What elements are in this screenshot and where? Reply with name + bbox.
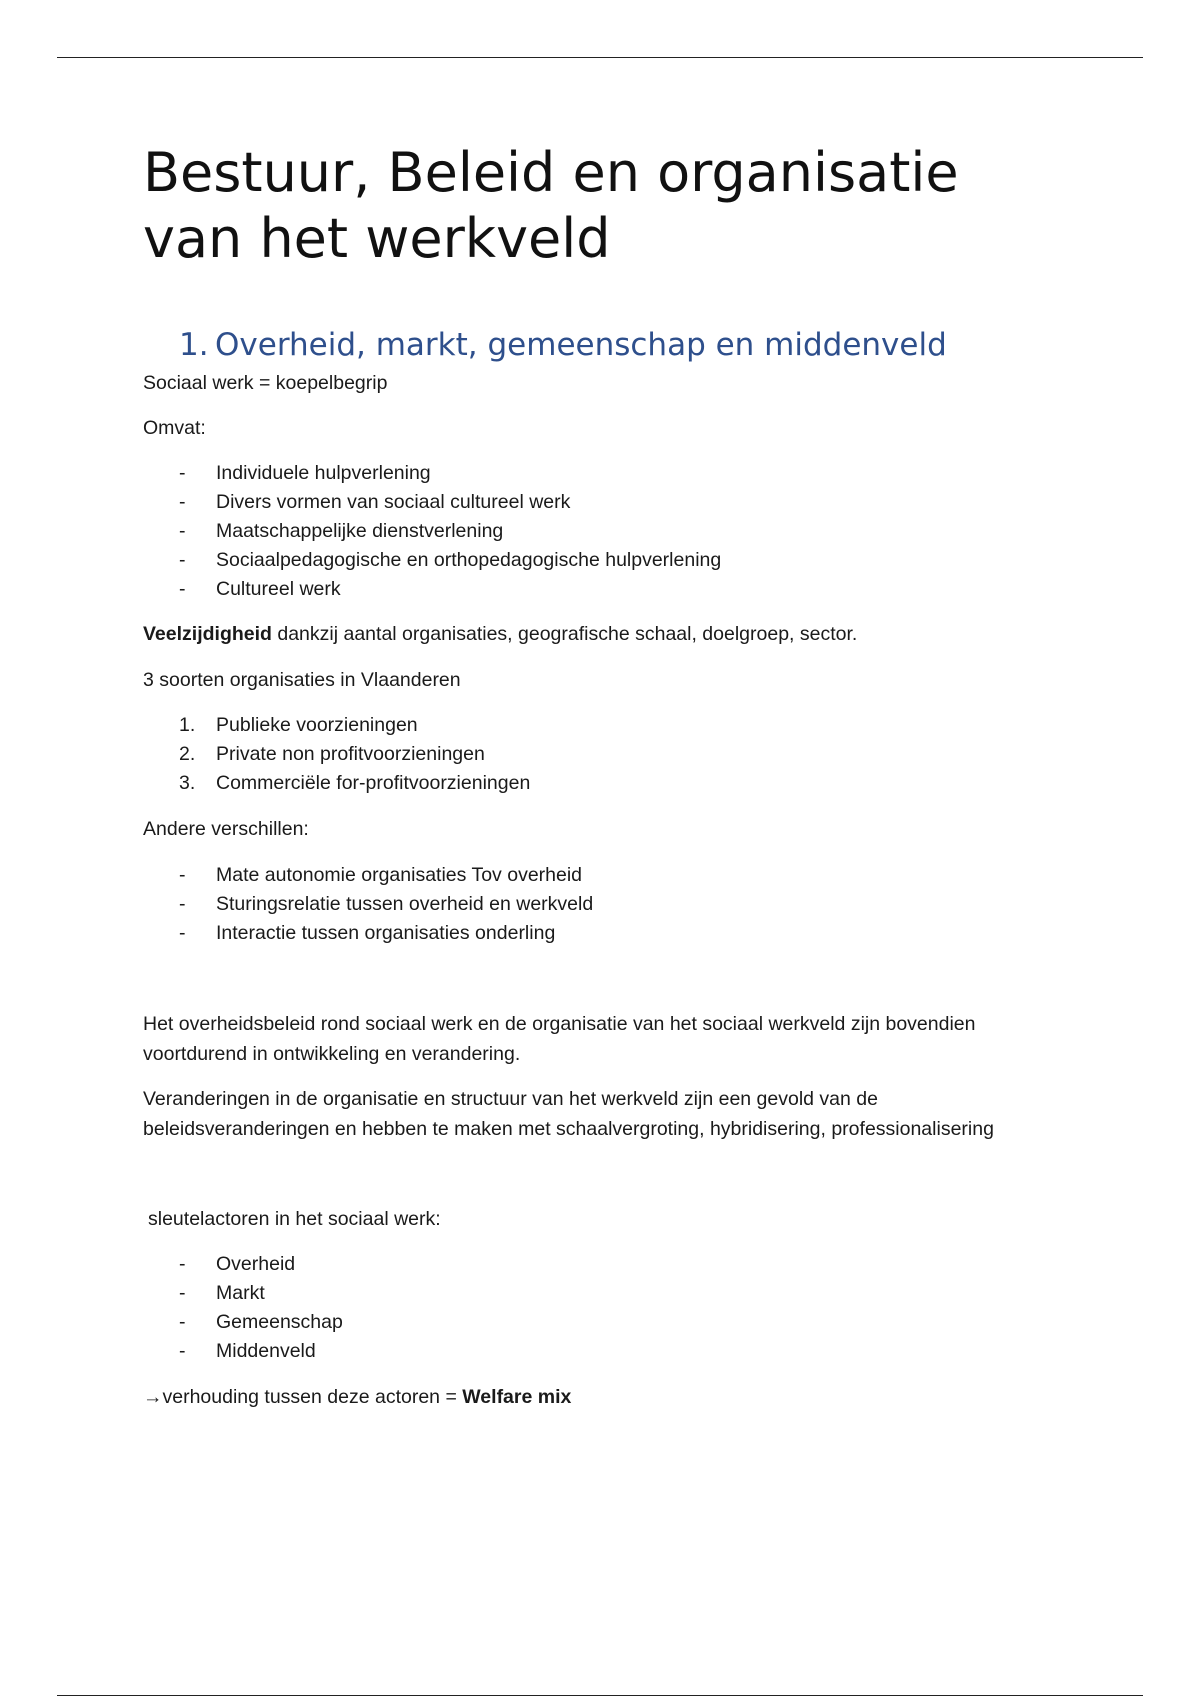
list-item-text: Sturingsrelatie tussen overheid en werkveld <box>216 893 594 915</box>
bullet-dash: - <box>179 520 186 542</box>
paragraph-soorten: 3 soorten organisaties in Vlaanderen <box>143 669 461 691</box>
list-item <box>143 890 1043 918</box>
list-number: 1. <box>179 714 196 736</box>
paragraph-veranderingen-line-1: Veranderingen in de organisatie en structuur van het werkveld zijn een gevold van de <box>143 1088 878 1110</box>
bullet-dash: - <box>179 922 186 944</box>
bullet-dash: - <box>179 462 186 484</box>
list-item <box>143 1250 1043 1278</box>
list-item-text: Individuele hulpverlening <box>216 462 431 484</box>
list-item-text: Maatschappelijke dienstverlening <box>216 520 504 542</box>
list-item <box>143 769 1043 797</box>
bullet-dash: - <box>179 1340 186 1362</box>
bullet-dash: - <box>179 491 186 513</box>
list-item <box>143 575 1043 603</box>
list-item-text: Interactie tussen organisaties onderling <box>216 922 556 944</box>
bullet-dash: - <box>179 578 186 600</box>
section-title: Overheid, markt, gemeenschap en middenveld <box>215 327 947 363</box>
list-item <box>143 711 1043 739</box>
paragraph-text: →verhouding tussen deze actoren = <box>143 1386 463 1408</box>
header-rule <box>57 57 1143 58</box>
list-item <box>143 459 1043 487</box>
list-item-text: Sociaalpedagogische en orthopedagogische hulpverlening <box>216 549 722 571</box>
title-line-1: Bestuur, Beleid en organisatie <box>143 141 959 204</box>
bold-term: Welfare mix <box>462 1386 572 1408</box>
bullet-dash: - <box>179 864 186 886</box>
list-item <box>143 1279 1043 1307</box>
list-item <box>143 546 1043 574</box>
list-item-text: Private non profitvoorzieningen <box>216 743 485 765</box>
paragraph-beleid-line-2: voortdurend in ontwikkeling en verandering. <box>143 1043 521 1065</box>
list-item <box>143 861 1043 889</box>
list-number: 2. <box>179 743 196 765</box>
paragraph-veranderingen-line-2: beleidsveranderingen en hebben te maken met schaalvergroting, hybridisering, professionalisering <box>143 1118 994 1140</box>
paragraph-welfare-mix <box>143 1383 571 1411</box>
paragraph-veelzijdigheid <box>143 620 857 648</box>
list-item-text: Divers vormen van sociaal cultureel werk <box>216 491 571 513</box>
list-item <box>143 1337 1043 1365</box>
paragraph-omvat: Omvat: <box>143 417 206 439</box>
paragraph-text: dankzij aantal organisaties, geografische schaal, doelgroep, sector. <box>271 623 858 645</box>
paragraph-koepel: Sociaal werk = koepelbegrip <box>143 372 388 394</box>
list-item-text: Mate autonomie organisaties Tov overheid <box>216 864 583 886</box>
section-heading <box>179 325 947 365</box>
bullet-dash: - <box>179 1253 186 1275</box>
list-item-text: Publieke voorzieningen <box>216 714 418 736</box>
bullet-dash: - <box>179 893 186 915</box>
bullet-dash: - <box>179 1311 186 1333</box>
list-item <box>143 919 1043 947</box>
title-line-2: van het werkveld <box>143 207 611 270</box>
list-item-text: Gemeenschap <box>216 1311 343 1333</box>
list-item-text: Cultureel werk <box>216 578 341 600</box>
section-number: 1. <box>179 327 209 363</box>
list-item <box>143 517 1043 545</box>
paragraph-beleid-line-1: Het overheidsbeleid rond sociaal werk en de organisatie van het sociaal werkveld zijn bovendien <box>143 1013 976 1035</box>
list-item <box>143 488 1043 516</box>
bullet-dash: - <box>179 549 186 571</box>
paragraph-sleutelactoren: sleutelactoren in het sociaal werk: <box>148 1208 441 1230</box>
paragraph-andere: Andere verschillen: <box>143 818 309 840</box>
list-item-text: Overheid <box>216 1253 296 1275</box>
list-number: 3. <box>179 772 196 794</box>
bullet-dash: - <box>179 1282 186 1304</box>
bold-term: Veelzijdigheid <box>143 623 272 645</box>
footer-rule <box>57 1695 1143 1696</box>
list-item-text: Commerciële for-profitvoorzieningen <box>216 772 531 794</box>
document-title <box>143 140 959 272</box>
list-item <box>143 740 1043 768</box>
list-item-text: Middenveld <box>216 1340 316 1362</box>
list-item <box>143 1308 1043 1336</box>
list-item-text: Markt <box>216 1282 265 1304</box>
